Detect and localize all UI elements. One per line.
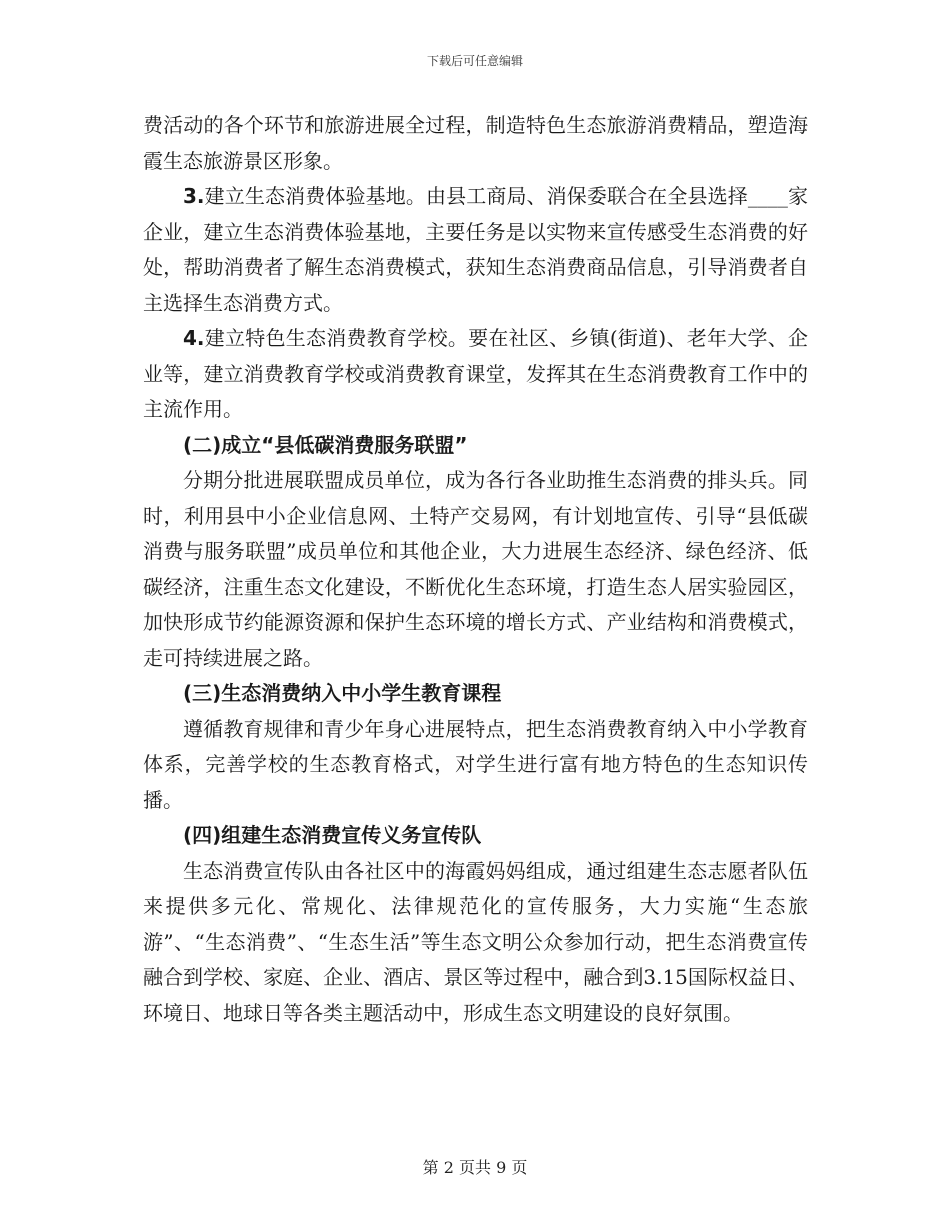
section-heading-3: (三)生态消费纳入中小学生教育课程: [183, 681, 502, 705]
document-body: [143, 108, 808, 1031]
paragraph-3-text: 建立特色生态消费教育学校。要在社区、乡镇(街道)、老年大学、企业等，建立消费教育学校或消费教育课堂，发挥其在生态消费教育工作中的主流作用。: [143, 326, 808, 421]
paragraph-1: 费活动的各个环节和旅游进展全过程，制造特色生态旅游消费精品，塑造海霞生态旅游景区形象。: [143, 113, 808, 173]
item-number-4: 4.: [183, 326, 205, 350]
paragraph-5: 遵循教育规律和青少年身心进展特点，把生态消费教育纳入中小学教育体系，完善学校的生态教育格式，对学生进行富有地方特色的生态知识传播。: [143, 716, 808, 812]
paragraph-6: 生态消费宣传队由各社区中的海霞妈妈组成，通过组建生态志愿者队伍来提供多元化、常规化、法律规范化的宣传服务，大力实施“生态旅游”、“生态消费”、“生态生活”等生态文明公众参加行动，把生态消费宣传融合到学校、家庭、企业、酒店、景区等过程中，融合到3.15国际权益日、环境日、地球日等各类主题活动中，形成生态文明建设的良好氛围。: [143, 858, 808, 1025]
paragraph-3: [143, 321, 808, 428]
section-heading-4: (四)组建生态消费宣传义务宣传队: [183, 823, 482, 847]
page-header: 下载后可任意编辑: [426, 54, 523, 68]
paragraph-2: [143, 179, 808, 321]
page-number: 第 2 页共 9 页: [422, 1158, 528, 1177]
item-number-3: 3.: [183, 184, 205, 208]
paragraph-2-text: 建立生态消费体验基地。由县工商局、消保委联合在全县选择____家企业，建立生态消费体验基地，主要任务是以实物来宣传感受生态消费的好处，帮助消费者了解生态消费模式，获知生态消费商品信息，引导消费者自主选择生态消费方式。: [143, 184, 808, 315]
paragraph-4: 分期分批进展联盟成员单位，成为各行各业助推生态消费的排头兵。同时，利用县中小企业信息网、土特产交易网，有计划地宣传、引导“县低碳消费与服务联盟”成员单位和其他企业，大力进展生态经济、绿色经济、低碳经济，注重生态文化建设，不断优化生态环境，打造生态人居实验园区，加快形成节约能源资源和保护生态环境的增长方式、产业结构和消费模式，走可持续进展之路。: [143, 468, 808, 670]
section-heading-2: (二)成立“县低碳消费服务联盟”: [183, 432, 468, 457]
